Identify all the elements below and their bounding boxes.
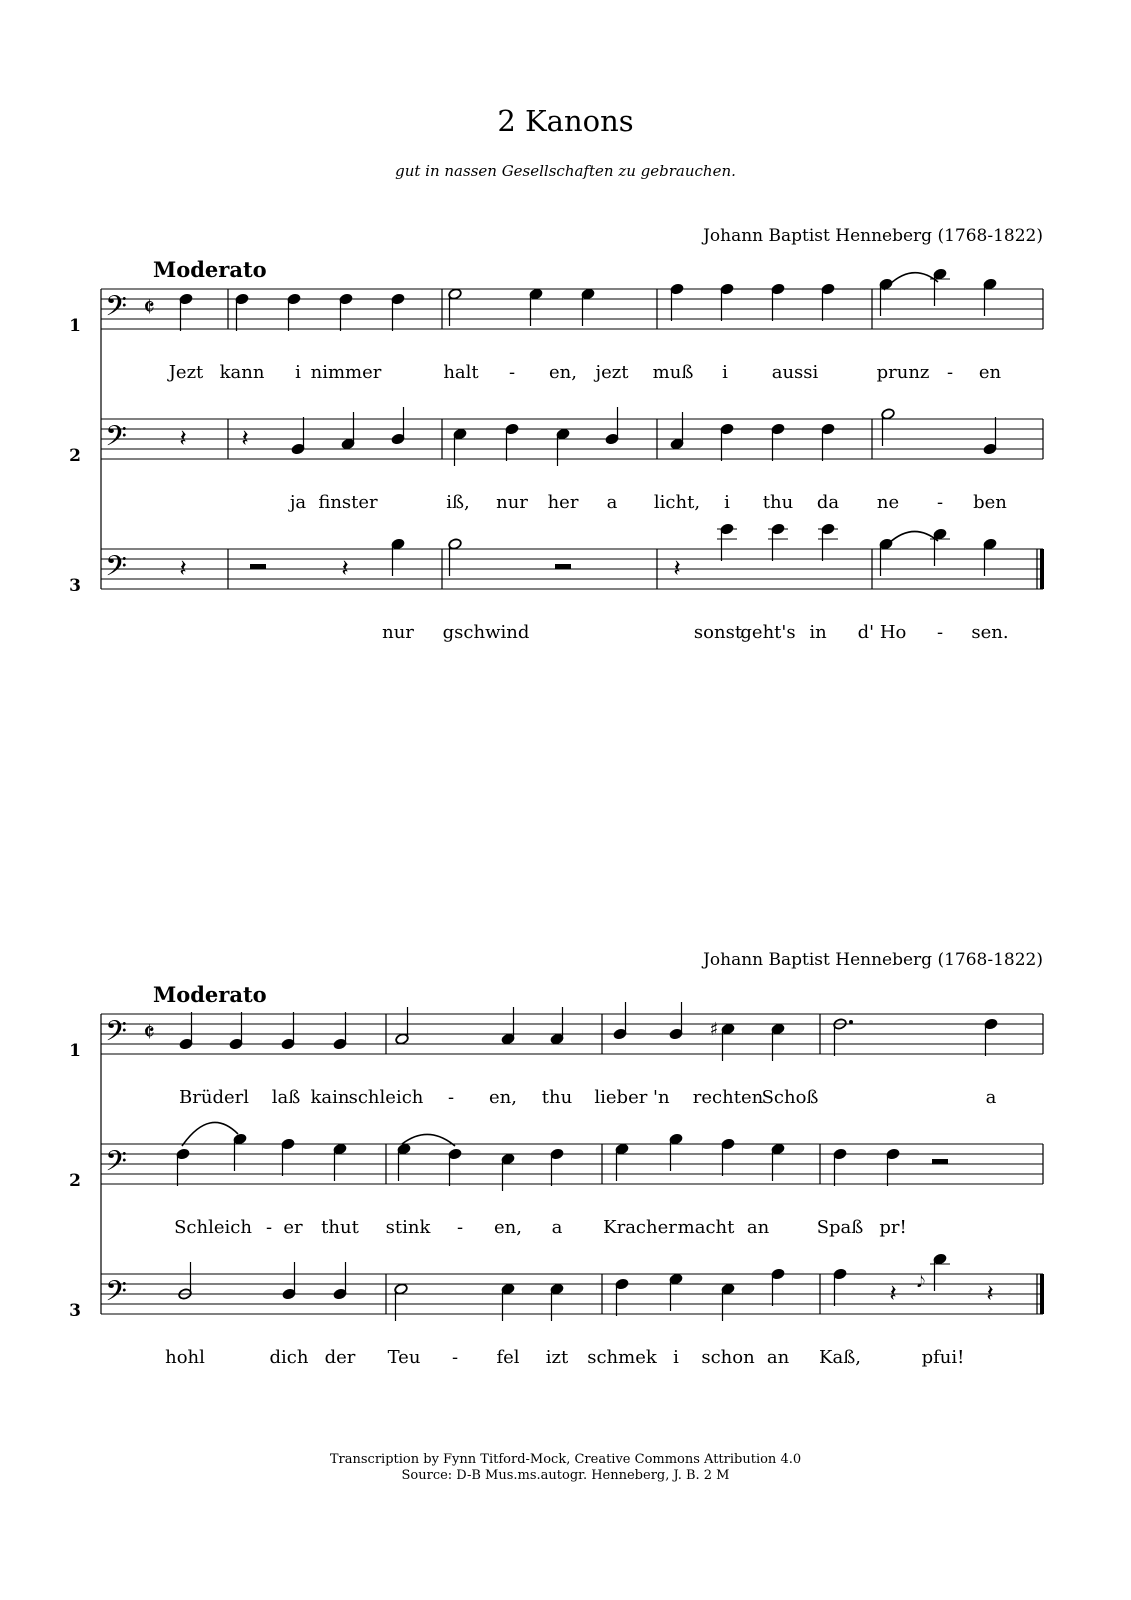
lyric-syllable: dich: [269, 1347, 309, 1368]
bass-clef-2-2: 𝄢: [105, 1145, 127, 1185]
lyric-syllable: kann: [219, 362, 265, 383]
lyric-syllable: Schleich: [174, 1217, 252, 1238]
lyric-syllable: -: [936, 492, 944, 513]
slur-1-3: [884, 532, 938, 548]
lyric-syllable: Schoß: [761, 1087, 819, 1108]
lyric-syllable: -: [451, 1347, 459, 1368]
lyric-syllable: Spaß: [816, 1217, 864, 1238]
lyric-syllable: -: [265, 1217, 273, 1238]
lyric-syllable: prunz: [876, 362, 930, 383]
lyric-syllable: iß,: [446, 492, 470, 513]
lyric-syllable: en: [978, 362, 1002, 383]
quarter-rest-1-2: 𝄽: [179, 424, 187, 452]
lyric-syllable: an: [746, 1217, 770, 1238]
lyric-syllable: lieber 'n: [594, 1087, 670, 1108]
tempo-marking-2: Moderato: [153, 982, 267, 1007]
lyric-syllable: -: [508, 362, 516, 383]
lyric-syllable: da: [816, 492, 840, 513]
lyric-syllable: izt: [545, 1347, 569, 1368]
lyric-syllable: er: [283, 1217, 303, 1238]
lyric-syllable: pr!: [879, 1217, 907, 1238]
bass-clef-1-2: 𝄢: [105, 420, 127, 460]
lyric-syllable: hohl: [165, 1347, 205, 1368]
lyric-syllable: her: [547, 492, 579, 513]
lyric-syllable: i: [724, 492, 730, 513]
lyric-syllable: -: [946, 362, 954, 383]
lyric-syllable: d' Ho: [857, 622, 907, 643]
lyric-syllable: schleich: [348, 1087, 424, 1108]
lyric-syllable: der: [324, 1347, 356, 1368]
lyric-syllable: jezt: [595, 362, 629, 383]
quarter-rest-2-3: 𝄽: [986, 1279, 994, 1307]
lyric-syllable: en,: [489, 1087, 517, 1108]
lyric-syllable: en,: [494, 1217, 522, 1238]
slur-2-2a: [182, 1122, 238, 1146]
lyric-syllable: macht: [677, 1217, 735, 1238]
time-signature-1: 𝄵: [143, 293, 155, 323]
lyric-syllable: thut: [321, 1217, 359, 1238]
lyric-syllable: Kracher: [603, 1217, 677, 1238]
lyric-syllable: i: [295, 362, 301, 383]
lyric-syllable: -: [456, 1217, 464, 1238]
bass-clef-1-3: 𝄢: [105, 550, 127, 590]
lyric-syllable: halt: [443, 362, 479, 383]
half-rest-1-3: [555, 564, 571, 569]
lyric-syllable: rechten: [692, 1087, 764, 1108]
lyric-syllable: nur: [382, 622, 414, 643]
staff-number-2-3: 3: [69, 1301, 81, 1321]
sharp-accidental-2-1: ♯: [709, 1019, 719, 1040]
lyric-syllable: thu: [541, 1087, 573, 1108]
augmentation-dot-2-1: [849, 1020, 853, 1024]
lyric-syllable: sen.: [971, 622, 1009, 643]
lyric-syllable: a: [551, 1217, 563, 1238]
lyric-syllable: Teu: [387, 1347, 421, 1368]
lyric-syllable: thu: [762, 492, 794, 513]
lyric-syllable: ne: [876, 492, 900, 513]
time-signature-2: 𝄵: [143, 1018, 155, 1048]
quarter-rest-1-3: 𝄽: [673, 554, 681, 582]
footer-license: Transcription by Fynn Titford-Mock, Creative Commons Attribution 4.0: [329, 1452, 802, 1467]
quarter-rest-2-3: 𝄽: [889, 1279, 897, 1307]
lyric-syllable: a: [606, 492, 618, 513]
staff-number-2-1: 1: [69, 1041, 81, 1061]
lyric-syllable: geht's: [740, 622, 796, 643]
lyric-syllable: schmek: [587, 1347, 657, 1368]
lyric-syllable: schon: [701, 1347, 755, 1368]
footer-source: Source: D-B Mus.ms.autogr. Henneberg, J. B. 2 M: [401, 1468, 730, 1483]
lyric-syllable: ben: [973, 492, 1007, 513]
lyric-syllable: an: [766, 1347, 790, 1368]
lyric-syllable: en,: [549, 362, 577, 383]
quarter-rest-1-2: 𝄽: [241, 424, 249, 452]
lyric-syllable: Brüderl: [179, 1087, 249, 1108]
lyric-syllable: nimmer: [310, 362, 382, 383]
staff-number-2-2: 2: [69, 1171, 81, 1191]
lyric-syllable: i: [722, 362, 728, 383]
lyric-syllable: Kaß,: [819, 1347, 861, 1368]
lyric-syllable: -: [936, 622, 944, 643]
lyric-syllable: Jezt: [168, 362, 204, 383]
slur-1-1: [884, 273, 938, 290]
footer-credit: [0, 1452, 1131, 1484]
quarter-rest-1-3: 𝄽: [179, 554, 187, 582]
lyric-syllable: laß: [271, 1087, 301, 1108]
page-title: 2 Kanons: [497, 104, 634, 138]
composer-credit-1: Johann Baptist Henneberg (1768-1822): [703, 226, 1043, 246]
bass-clef-2-1: 𝄢: [105, 1015, 127, 1055]
lyric-syllable: sonst: [693, 622, 743, 643]
lyric-syllable: gschwind: [442, 622, 530, 643]
composer-credit-2: Johann Baptist Henneberg (1768-1822): [703, 950, 1043, 970]
bass-clef-1-1: 𝄢: [105, 290, 127, 330]
lyric-syllable: pfui!: [921, 1347, 965, 1368]
tempo-marking-1: Moderato: [153, 257, 267, 282]
bass-clef-2-3: 𝄢: [105, 1275, 127, 1315]
lyric-syllable: -: [447, 1087, 455, 1108]
lyric-syllable: stink: [385, 1217, 431, 1238]
lyric-syllable: muß: [652, 362, 694, 383]
staff-number-1-3: 3: [69, 576, 81, 596]
half-rest-2-2: [932, 1159, 948, 1164]
staff-number-1-2: 2: [69, 446, 81, 466]
lyric-syllable: i: [673, 1347, 679, 1368]
quarter-rest-1-3: 𝄽: [341, 554, 349, 582]
lyric-syllable: kain: [310, 1087, 350, 1108]
lyric-syllable: a: [985, 1087, 997, 1108]
page-subtitle: gut in nassen Gesellschaften zu gebrauchen.: [395, 162, 736, 180]
lyric-syllable: in: [809, 622, 827, 643]
lyric-syllable: licht,: [653, 492, 701, 513]
lyric-syllable: finster: [318, 492, 378, 513]
lyric-syllable: aussi: [771, 362, 819, 383]
lyric-syllable: nur: [496, 492, 528, 513]
grace-note-2-3: 𝅘𝅥𝅮: [916, 1272, 926, 1291]
lyric-syllable: fel: [496, 1347, 520, 1368]
staff-number-1-1: 1: [69, 316, 81, 336]
lyric-syllable: ja: [289, 492, 307, 513]
half-rest-1-3: [250, 564, 266, 569]
